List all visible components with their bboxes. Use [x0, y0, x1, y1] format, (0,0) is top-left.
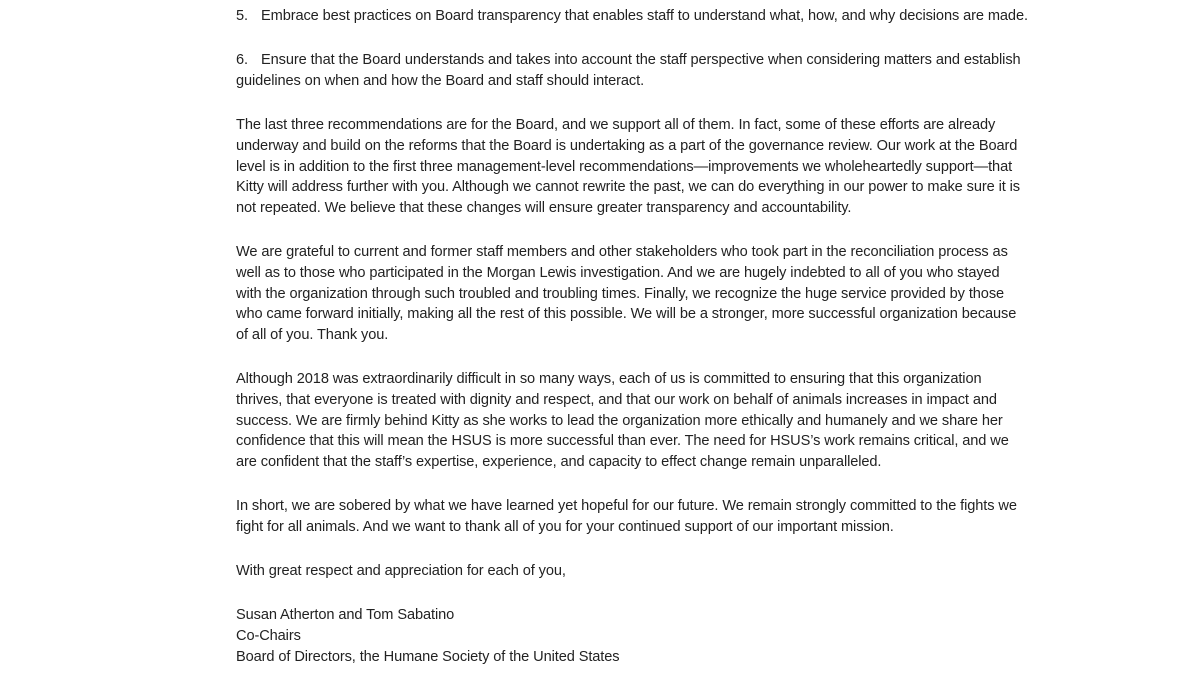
signature-title: Co-Chairs [236, 627, 301, 644]
paragraph-summary: In short, we are sobered by what we have learned yet hopeful for our future. We remain strongly committed to the fights we fight for all animals. And we want to thank all of you for your continued support of our important mission. [236, 498, 1017, 535]
paragraph-gratitude: We are grateful to current and former staff members and other stakeholders who took part in the reconciliation process as well as to those who participated in the Morgan Lewis investigation. And we are hugely indebted to all of you who stayed with the organization through such troubled and troubling times. Finally, we recognize the huge service provided by those who came forward initially, making all the rest of this possible. We will be a stronger, more successful organization because of all of you. Thank you. [236, 244, 1017, 343]
closing-line: With great respect and appreciation for each of you, [236, 563, 566, 580]
list-item [236, 6, 1028, 27]
list-item-text: Embrace best practices on Board transparency that enables staff to understand what, how, and why decisions are made. [261, 8, 1028, 24]
paragraph-commitment: Although 2018 was extraordinarily difficult in so many ways, each of us is committed to ensuring that this organization thrives, that everyone is treated with dignity and respect, and that our work on behalf of animals increases in impact and success. We are firmly behind Kitty as she works to lead the organization more ethically and humanely and we share her confidence that this will mean the HSUS is more successful than ever. The need for HSUS’s work remains critical, and we are confident that the staff’s expertise, experience, and capacity to effect change remain unparalleled. [236, 371, 1009, 470]
signature-organization: Board of Directors, the Humane Society of the United States [236, 648, 620, 665]
letter-body [236, 0, 1028, 667]
paragraph-board-recommendations: The last three recommendations are for the Board, and we support all of them. In fact, some of these efforts are already underway and build on the reforms that the Board is undertaking as a part of the governance review. Our work at the Board level is in addition to the first three management-level recommendations—improvements we wholeheartedly support—that Kitty will address further with you. Although we cannot rewrite the past, we can do everything in our power to make sure it is not repeated. We believe that these changes will ensure greater transparency and accountability. [236, 117, 1020, 216]
list-item-number: 5. [236, 8, 248, 24]
signature-block [236, 605, 1028, 667]
list-item-text: Ensure that the Board understands and takes into account the staff perspective when considering matters and establish guidelines on when and how the Board and staff should interact. [236, 52, 1021, 89]
list-item-number: 6. [236, 52, 248, 69]
signature-names: Susan Atherton and Tom Sabatino [236, 607, 455, 624]
list-item [236, 50, 1028, 91]
